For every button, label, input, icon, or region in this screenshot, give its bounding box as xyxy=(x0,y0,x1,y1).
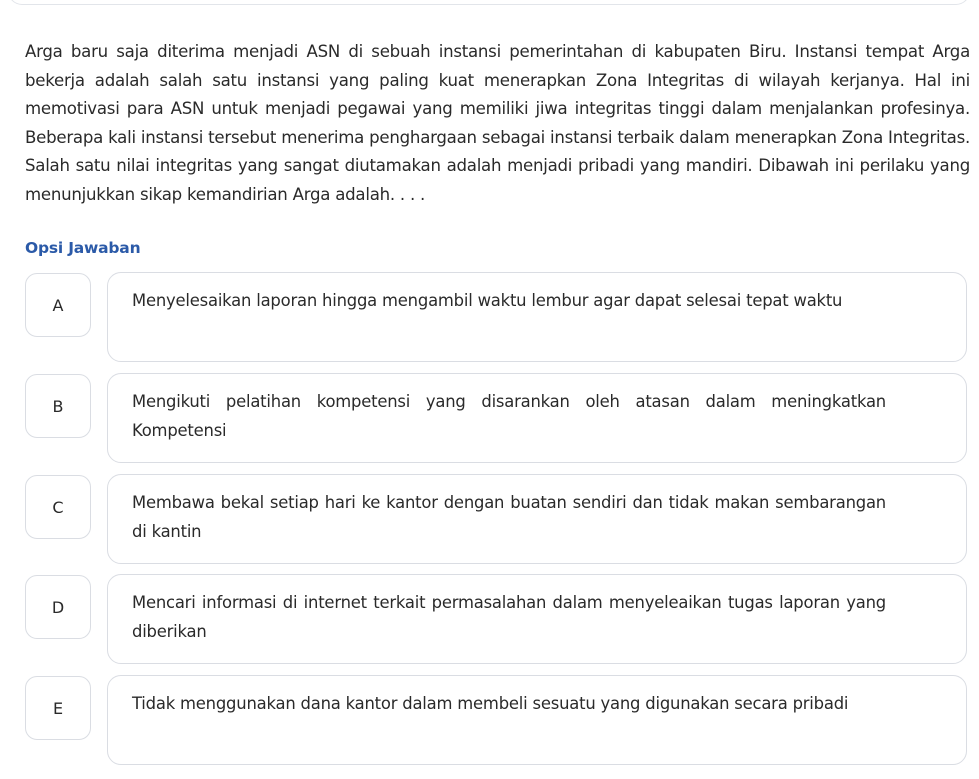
option-d-text[interactable]: Mencari informasi di internet terkait permasalahan dalam menyeleaikan tugas laporan yang diberikan xyxy=(107,574,967,664)
option-b-text[interactable]: Mengikuti pelatihan kompetensi yang disarankan oleh atasan dalam meningkatkan Kompetensi xyxy=(107,373,967,463)
option-c-letter[interactable]: C xyxy=(25,475,91,539)
option-e-text[interactable]: Tidak menggunakan dana kantor dalam membeli sesuatu yang digunakan secara pribadi xyxy=(107,675,967,765)
previous-card-edge xyxy=(8,0,970,5)
option-e-letter[interactable]: E xyxy=(25,676,91,740)
question-text: Arga baru saja diterima menjadi ASN di sebuah instansi pemerintahan di kabupaten Biru. Instansi tempat Arga bekerja adalah salah satu instansi yang paling kuat menerapkan Zona Integritas di wilayah kerjanya. Hal ini memotivasi para ASN untuk menjadi pegawai yang memiliki jiwa integritas tinggi dalam menjalankan profesinya. Beberapa kali instansi tersebut menerima penghargaan sebagai instansi terbaik dalam menerapkan Zona Integritas. Salah satu nilai integritas yang sangat diutamakan adalah menjadi pribadi yang mandiri. Dibawah ini perilaku yang menunjukkan sikap kemandirian Arga adalah. . . . xyxy=(25,42,970,204)
option-d-letter[interactable]: D xyxy=(25,575,91,639)
option-b-letter[interactable]: B xyxy=(25,374,91,438)
options-heading: Opsi Jawaban xyxy=(25,239,141,257)
option-a-text[interactable]: Menyelesaikan laporan hingga mengambil waktu lembur agar dapat selesai tepat waktu xyxy=(107,272,967,362)
option-c-text[interactable]: Membawa bekal setiap hari ke kantor dengan buatan sendiri dan tidak makan sembarangan di kantin xyxy=(107,474,967,564)
option-a-letter[interactable]: A xyxy=(25,273,91,337)
